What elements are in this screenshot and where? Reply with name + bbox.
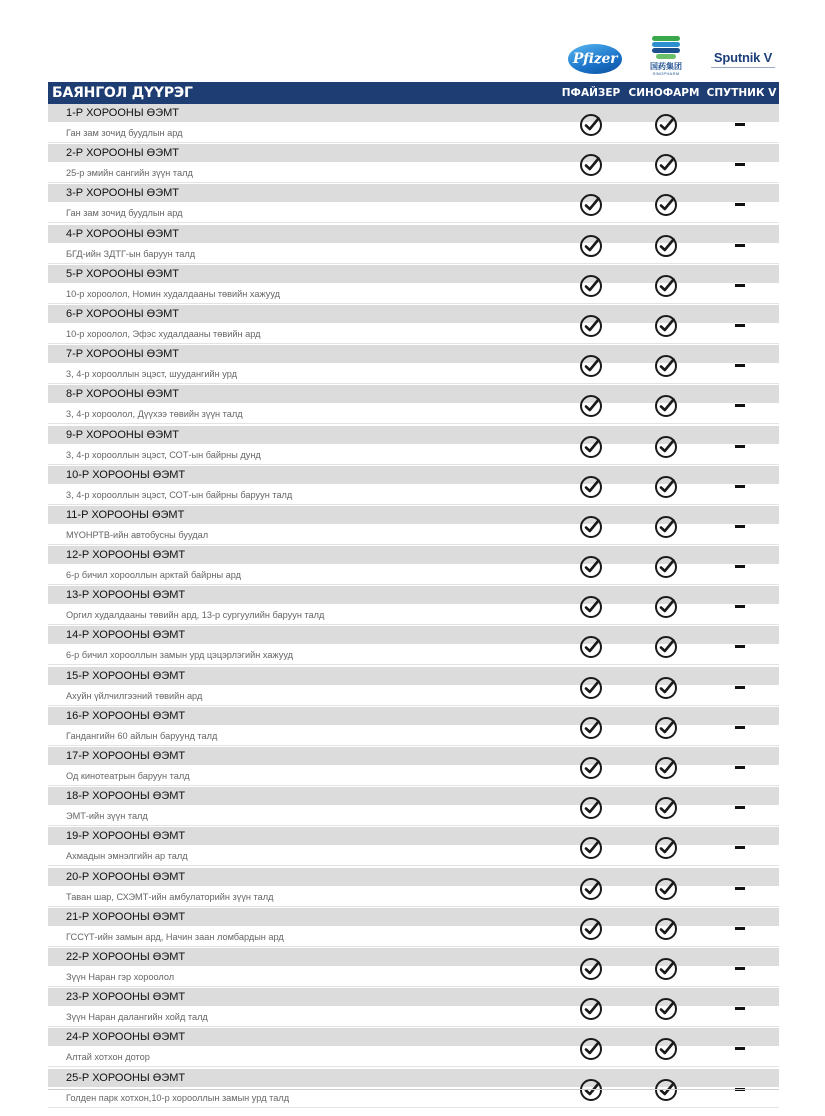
pfizer-available-check-icon xyxy=(579,394,603,418)
sinopharm-available-check-icon xyxy=(654,877,678,901)
site-address: Алтай хотхон дотор xyxy=(48,1047,779,1067)
table-row xyxy=(48,948,779,988)
site-name: 12-Р ХОРООНЫ ӨЭМТ xyxy=(48,546,779,564)
site-name: 16-Р ХОРООНЫ ӨЭМТ xyxy=(48,707,779,725)
vaccine-logos xyxy=(0,30,825,78)
sinopharm-available-check-icon xyxy=(654,716,678,740)
sinopharm-available-check-icon xyxy=(654,153,678,177)
site-address: Оргил худалдааны төвийн ард, 13-р сургуулийн баруун талд xyxy=(48,605,779,625)
sinopharm-available-check-icon xyxy=(654,515,678,539)
sinopharm-available-check-icon xyxy=(654,354,678,378)
site-address: БГД-ийн ЗДТГ-ын баруун талд xyxy=(48,244,779,264)
sputnik-logo-text: Sputnik V xyxy=(713,49,773,65)
site-address: Голден парк хотхон,10-р хорооллын замын урд талд xyxy=(48,1088,779,1108)
table-row xyxy=(48,707,779,747)
site-name: 23-Р ХОРООНЫ ӨЭМТ xyxy=(48,988,779,1006)
site-name: 8-Р ХОРООНЫ ӨЭМТ xyxy=(48,385,779,403)
table-row xyxy=(48,104,779,144)
table-row xyxy=(48,305,779,345)
sinopharm-available-check-icon xyxy=(654,997,678,1021)
sputnik-unavailable-dash xyxy=(735,846,745,849)
site-address: Ахуйн үйлчилгээний төвийн ард xyxy=(48,686,779,706)
pfizer-available-check-icon xyxy=(579,796,603,820)
site-address: 10-р хороолол, Эфэс худалдааны төвийн ард xyxy=(48,324,779,344)
sputnik-unavailable-dash xyxy=(735,284,745,287)
pfizer-available-check-icon xyxy=(579,676,603,700)
sputnik-unavailable-dash xyxy=(735,887,745,890)
pfizer-available-check-icon xyxy=(579,274,603,298)
pfizer-available-check-icon xyxy=(579,917,603,941)
sinopharm-available-check-icon xyxy=(654,555,678,579)
site-name: 20-Р ХОРООНЫ ӨЭМТ xyxy=(48,868,779,886)
sputnik-unavailable-dash xyxy=(735,324,745,327)
sinopharm-available-check-icon xyxy=(654,957,678,981)
sinopharm-available-check-icon xyxy=(654,836,678,860)
site-name: 10-Р ХОРООНЫ ӨЭМТ xyxy=(48,466,779,484)
site-name: 4-Р ХОРООНЫ ӨЭМТ xyxy=(48,225,779,243)
table-row xyxy=(48,184,779,224)
site-name: 18-Р ХОРООНЫ ӨЭМТ xyxy=(48,787,779,805)
sinopharm-available-check-icon xyxy=(654,394,678,418)
site-address: МҮОНРТВ-ийн автобусны буудал xyxy=(48,525,779,545)
sinopharm-available-check-icon xyxy=(654,193,678,217)
table-row xyxy=(48,265,779,305)
sputnik-logo xyxy=(706,30,780,78)
pfizer-available-check-icon xyxy=(579,153,603,177)
sinopharm-available-check-icon xyxy=(654,676,678,700)
site-address: Зүүн Наран гэр хороолол xyxy=(48,967,779,987)
site-address: 3, 4-р хорооллын эцэст, СОТ-ын байрны баруун талд xyxy=(48,485,779,505)
sputnik-unavailable-dash xyxy=(735,525,745,528)
sputnik-unavailable-dash xyxy=(735,806,745,809)
table-row xyxy=(48,988,779,1028)
sinopharm-available-check-icon xyxy=(654,917,678,941)
sputnik-unavailable-dash xyxy=(735,967,745,970)
site-address: Ган зам зочид буудлын ард xyxy=(48,123,779,143)
site-name: 15-Р ХОРООНЫ ӨЭМТ xyxy=(48,667,779,685)
pfizer-available-check-icon xyxy=(579,354,603,378)
sputnik-logo-underline xyxy=(711,67,775,71)
pfizer-available-check-icon xyxy=(579,314,603,338)
table-row xyxy=(48,466,779,506)
sinopharm-available-check-icon xyxy=(654,1037,678,1061)
sinopharm-available-check-icon xyxy=(654,113,678,137)
pfizer-available-check-icon xyxy=(579,756,603,780)
site-name: 25-Р ХОРООНЫ ӨЭМТ xyxy=(48,1069,779,1087)
sinopharm-available-check-icon xyxy=(654,756,678,780)
sinopharm-available-check-icon xyxy=(654,435,678,459)
pfizer-available-check-icon xyxy=(579,716,603,740)
sputnik-unavailable-dash xyxy=(735,686,745,689)
sinopharm-logo-en: SINOPHARM xyxy=(652,71,680,76)
pfizer-available-check-icon xyxy=(579,1037,603,1061)
site-name: 1-Р ХОРООНЫ ӨЭМТ xyxy=(48,104,779,122)
pfizer-available-check-icon xyxy=(579,515,603,539)
site-address: 6-р бичил хорооллын арктай байрны ард xyxy=(48,565,779,585)
site-name: 9-Р ХОРООНЫ ӨЭМТ xyxy=(48,426,779,444)
column-header-sputnik: СПУТНИК V xyxy=(706,87,777,99)
pfizer-available-check-icon xyxy=(579,997,603,1021)
sputnik-unavailable-dash xyxy=(735,565,745,568)
table-row xyxy=(48,908,779,948)
table-row xyxy=(48,667,779,707)
pfizer-logo-text: Pfizer xyxy=(568,44,622,74)
site-name: 3-Р ХОРООНЫ ӨЭМТ xyxy=(48,184,779,202)
site-address: 10-р хороолол, Номин худалдааны төвийн хажууд xyxy=(48,284,779,304)
site-address: 25-р эмийн сангийн зүүн талд xyxy=(48,163,779,183)
sinopharm-logo-cn: 国药集团 xyxy=(650,62,682,71)
table-row xyxy=(48,345,779,385)
sputnik-unavailable-dash xyxy=(735,445,745,448)
sputnik-unavailable-dash xyxy=(735,404,745,407)
pfizer-available-check-icon xyxy=(579,113,603,137)
sputnik-unavailable-dash xyxy=(735,605,745,608)
pfizer-available-check-icon xyxy=(579,836,603,860)
site-name: 5-Р ХОРООНЫ ӨЭМТ xyxy=(48,265,779,283)
site-name: 17-Р ХОРООНЫ ӨЭМТ xyxy=(48,747,779,765)
site-address: 3, 4-р хороолол, Дүүхээ төвийн зүүн талд xyxy=(48,404,779,424)
site-name: 13-Р ХОРООНЫ ӨЭМТ xyxy=(48,586,779,604)
table-row xyxy=(48,586,779,626)
site-name: 2-Р ХОРООНЫ ӨЭМТ xyxy=(48,144,779,162)
sputnik-unavailable-dash xyxy=(735,1007,745,1010)
table-row xyxy=(48,546,779,586)
sputnik-unavailable-dash xyxy=(735,726,745,729)
site-address: Гандангийн 60 айлын баруунд талд xyxy=(48,726,779,746)
site-name: 11-Р ХОРООНЫ ӨЭМТ xyxy=(48,506,779,524)
table-row xyxy=(48,827,779,867)
sinopharm-available-check-icon xyxy=(654,274,678,298)
table-body xyxy=(48,104,779,1109)
site-name: 6-Р ХОРООНЫ ӨЭМТ xyxy=(48,305,779,323)
table-bottom-divider xyxy=(48,1089,779,1090)
sinopharm-available-check-icon xyxy=(654,234,678,258)
sputnik-unavailable-dash xyxy=(735,203,745,206)
pfizer-available-check-icon xyxy=(579,555,603,579)
district-title: БАЯНГОЛ ДҮҮРЭГ xyxy=(52,85,193,101)
sinopharm-available-check-icon xyxy=(654,635,678,659)
pfizer-available-check-icon xyxy=(579,193,603,217)
pfizer-available-check-icon xyxy=(579,877,603,901)
sinopharm-mark-icon xyxy=(652,36,680,60)
pfizer-available-check-icon xyxy=(579,957,603,981)
pfizer-available-check-icon xyxy=(579,234,603,258)
site-name: 19-Р ХОРООНЫ ӨЭМТ xyxy=(48,827,779,845)
sputnik-unavailable-dash xyxy=(735,645,745,648)
pfizer-available-check-icon xyxy=(579,635,603,659)
table-row xyxy=(48,426,779,466)
pfizer-logo xyxy=(566,30,624,78)
pfizer-available-check-icon xyxy=(579,595,603,619)
table-row xyxy=(48,626,779,666)
table-row xyxy=(48,787,779,827)
site-name: 14-Р ХОРООНЫ ӨЭМТ xyxy=(48,626,779,644)
table-header xyxy=(48,82,779,104)
sputnik-unavailable-dash xyxy=(735,1047,745,1050)
site-address: Ган зам зочид буудлын ард xyxy=(48,203,779,223)
site-address: ЭМТ-ийн зүүн талд xyxy=(48,806,779,826)
site-address: Зүүн Наран далангийн хойд талд xyxy=(48,1007,779,1027)
vaccination-site-table xyxy=(48,82,779,1109)
site-address: Од кинотеатрын баруун талд xyxy=(48,766,779,786)
table-row xyxy=(48,144,779,184)
site-address: ГССҮТ-ийн замын ард, Начин заан ломбардын ард xyxy=(48,927,779,947)
site-name: 24-Р ХОРООНЫ ӨЭМТ xyxy=(48,1028,779,1046)
sinopharm-available-check-icon xyxy=(654,796,678,820)
sputnik-unavailable-dash xyxy=(735,766,745,769)
pfizer-available-check-icon xyxy=(579,475,603,499)
site-address: Таван шар, СХЭМТ-ийн амбулаторийн зүүн талд xyxy=(48,887,779,907)
site-address: 6-р бичил хорооллын замын урд цэцэрлэгийн хажууд xyxy=(48,645,779,665)
sputnik-unavailable-dash xyxy=(735,244,745,247)
sinopharm-available-check-icon xyxy=(654,595,678,619)
site-name: 21-Р ХОРООНЫ ӨЭМТ xyxy=(48,908,779,926)
pfizer-available-check-icon xyxy=(579,435,603,459)
sputnik-unavailable-dash xyxy=(735,927,745,930)
sputnik-unavailable-dash xyxy=(735,163,745,166)
table-row xyxy=(48,385,779,425)
sputnik-unavailable-dash xyxy=(735,485,745,488)
site-address: 3, 4-р хорооллын эцэст, шуудангийн урд xyxy=(48,364,779,384)
table-row xyxy=(48,506,779,546)
table-row xyxy=(48,1028,779,1068)
sinopharm-available-check-icon xyxy=(654,475,678,499)
table-row xyxy=(48,868,779,908)
site-address: 3, 4-р хорооллын эцэст, СОТ-ын байрны дунд xyxy=(48,445,779,465)
site-name: 7-Р ХОРООНЫ ӨЭМТ xyxy=(48,345,779,363)
sinopharm-available-check-icon xyxy=(654,314,678,338)
table-row xyxy=(48,747,779,787)
sputnik-unavailable-dash xyxy=(735,123,745,126)
column-header-pfizer: ПФАЙЗЕР xyxy=(561,87,621,99)
sinopharm-logo xyxy=(636,30,696,78)
sputnik-unavailable-dash xyxy=(735,364,745,367)
table-row xyxy=(48,225,779,265)
column-header-sinopharm: СИНОФАРМ xyxy=(628,87,700,99)
site-name: 22-Р ХОРООНЫ ӨЭМТ xyxy=(48,948,779,966)
site-address: Ахмадын эмнэлгийн ар талд xyxy=(48,846,779,866)
